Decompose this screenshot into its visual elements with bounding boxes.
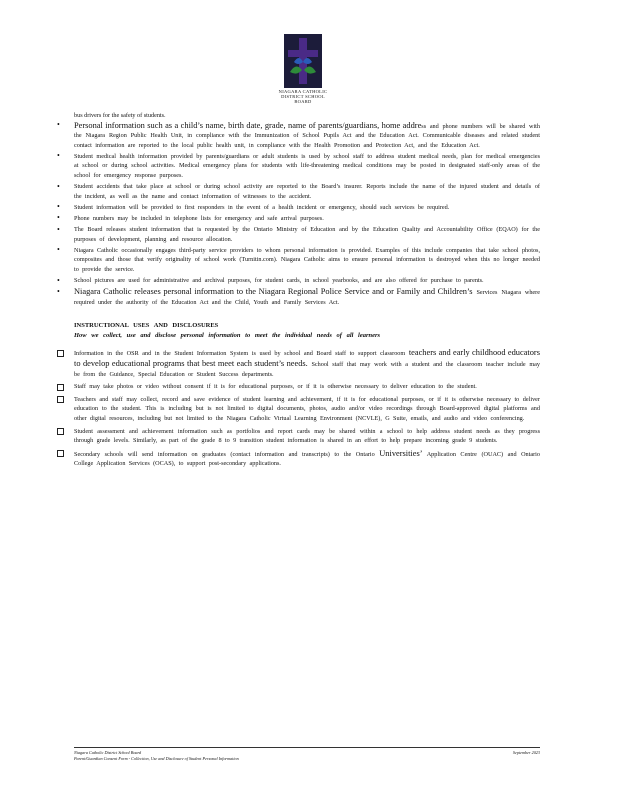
item-text: Information in the OSR and in the Student Information System is used by school and Board staff to support classroom	[74, 350, 406, 358]
logo-line-2: DISTRICT SCHOOL BOARD	[281, 94, 325, 104]
list-item	[74, 121, 540, 151]
list-item	[74, 449, 540, 469]
checkbox-icon	[57, 384, 64, 391]
item-text: Secondary schools will send information on graduates (contact information and transcripts) to the Ontario	[74, 450, 375, 458]
checkbox-icon	[57, 350, 64, 357]
item-text: ss and phone numbers will be shared with the Niagara Region Public Health Unit, in compliance with the Immunization of School Pupils Act and the Education Act. Communicable diseases and related student contact information are reported to the local public health unit, in compliance with the Health Promotion and Protection Act, and the Education Act.	[74, 122, 540, 149]
lead-text: bus drivers for the safety of students.	[74, 112, 166, 119]
list-item	[74, 214, 540, 224]
page-footer	[74, 747, 540, 762]
emphasis-text: Universities’	[379, 448, 423, 458]
checkbox-icon	[57, 450, 64, 457]
item-text: Student accidents that take place at school or during school activity are reported to the Board’s insurer. Reports include the name of the injured student and details of the incident, as well as the name and contact information of witnesses to the accident.	[74, 183, 540, 200]
disclosure-list	[74, 121, 540, 308]
list-item	[74, 427, 540, 446]
board-logo	[282, 32, 324, 90]
list-item	[74, 246, 540, 275]
item-text: Student medical health information provided by parents/guardians or adult students is used by school staff to address student medical needs, plan for medical emergencies at school or during school activities. Medical emergency plans for students with life-threatening medical conditions may be posted in designated staff-only areas of the school for emergency response purposes.	[74, 152, 540, 180]
list-item	[74, 348, 540, 379]
checkbox-icon	[57, 396, 64, 403]
item-text: Niagara Catholic occasionally engages third-party service providers to whom personal information is provided. Examples of this include companies that take school photos, composites and those that verify originality of school work (Turnitin.com). Niagara Catholic aims to ensure personal information is destroyed when this no longer needed to provide the service.	[74, 246, 540, 273]
item-text-continued: School staff that may work with a student and the classroom teacher include may be from the Guidance, Special Education or Student Success departments.	[74, 361, 540, 378]
list-item	[74, 152, 540, 181]
list-item	[74, 395, 540, 424]
logo-wordmark	[272, 89, 334, 104]
logo-line-1: NIAGARA CATHOLIC	[278, 89, 328, 94]
item-text: Staff may take photos or video without consent if it is for educational purposes, or if it is otherwise necessary to deliver education to the student.	[74, 383, 477, 391]
list-item	[74, 382, 540, 392]
item-text: Student assessment and achievement information such as portfolios and report cards may be shared within a school to help address student needs as they progress through grade levels. Similarly, as part of the grade 8 to 9 transition student information is shared in an effort to help prepare incoming grade 9 students.	[74, 427, 540, 445]
emphasis-text: Personal information such as a child’s name, birth date, grade, name of parents/guardians, home addre	[74, 120, 422, 130]
footer-form-title: Parent/Guardian Consent Form - Collection, Use and Disclosure of Student Personal Information	[74, 756, 239, 761]
emphasis-text: teachers and early childhood educators to develop educational programs that best meet each student’s needs.	[74, 348, 540, 369]
emphasis-text: Niagara Catholic releases personal information to the Niagara Regional Police Service and or Family and Children’s	[74, 287, 473, 297]
list-item	[74, 276, 540, 286]
item-text: Student information will be provided to first responders in the event of a health incident or emergency, should such services be required.	[74, 203, 450, 211]
list-item	[74, 203, 540, 213]
instructional-list	[74, 348, 540, 469]
item-text-continued: Application Centre (OUAC) and Ontario College Application Services (OCAS), to support post-secondary applications.	[74, 450, 540, 468]
item-text: School pictures are used for administrative and archival purposes, for student cards, in school yearbooks, and are also offered for purchase to parents.	[74, 277, 484, 284]
section-heading: INSTRUCTIONAL USES AND DISCLOSURES	[74, 322, 219, 330]
list-item	[74, 225, 540, 244]
checkbox-icon	[57, 428, 64, 435]
document-body	[74, 111, 540, 472]
item-text: Teachers and staff may collect, record and save evidence of student learning and achievement, if it is for educational purposes, or if it is otherwise necessary to deliver education to the student. This is including but is not limited to digital documents, photos, audio and/or video recordings through Board-approved digital platforms and other digital resources, including but not limited to the Niagara Catholic Virtual Learning Environment (NCVLE), G Suite, emails, and audio and video conferencing.	[74, 395, 540, 423]
item-text: The Board releases student information that is requested by the Ontario Ministry of Education and by the Education Quality and Accountability Office (EQAO) for the purposes of development, planning and resource allocation.	[74, 226, 540, 243]
list-item	[74, 182, 540, 201]
niagara-catholic-cross-icon	[282, 32, 324, 90]
section-subheading: How we collect, use and disclose personal information to meet the individual needs of all learners	[74, 331, 381, 339]
list-item	[74, 287, 540, 307]
item-text: Services Niagara where required under the authority of the Education Act and the Child, Youth and Family Services Act.	[74, 289, 540, 306]
footer-board-name: Niagara Catholic District School Board	[74, 750, 142, 755]
item-text: Phone numbers may be included in telephone lists for emergency and safe arrival purposes.	[74, 214, 324, 222]
footer-date: September 2023	[512, 750, 540, 755]
